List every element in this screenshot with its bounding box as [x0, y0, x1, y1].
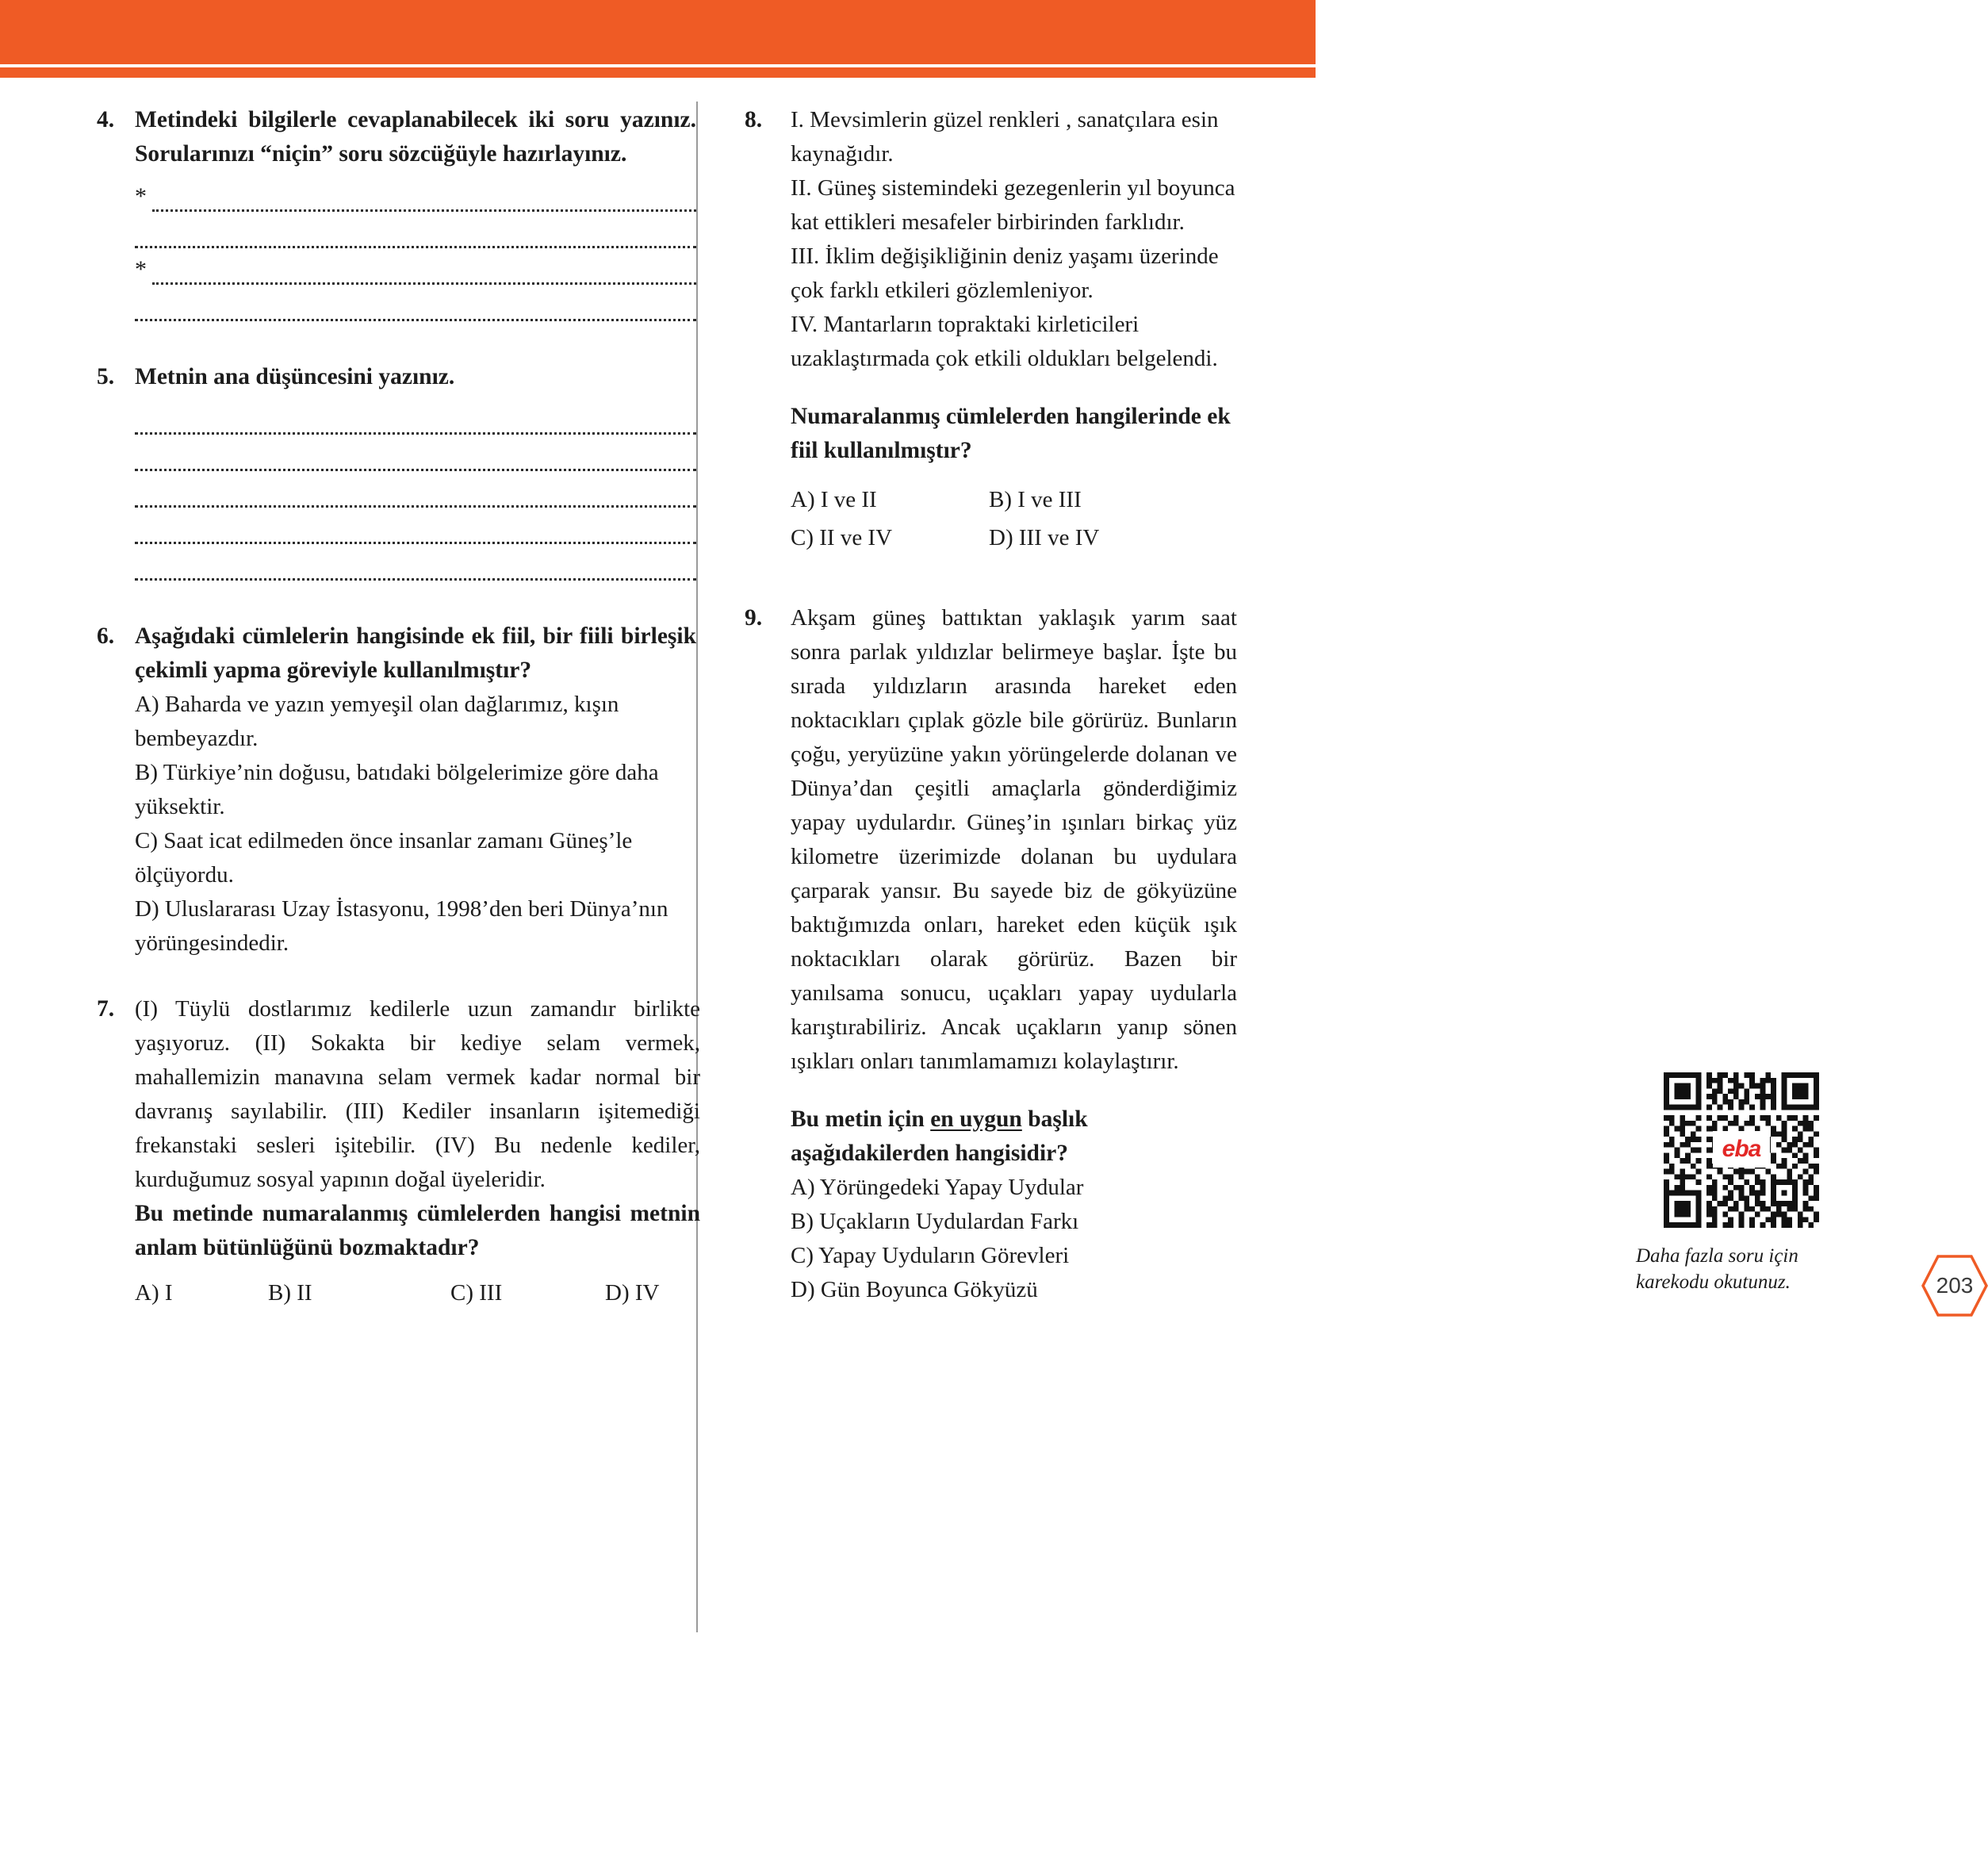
answer-line-row: [135, 478, 696, 515]
header-orange-bar: [0, 0, 1316, 64]
question-7-prompt: Bu metinde numaralanmış cümlelerden hangisi metnin anlam bütünlüğünü bozmaktadır?: [135, 1201, 700, 1260]
answer-line-row: [135, 442, 696, 478]
question-4-answer-lines[interactable]: [135, 182, 696, 328]
question-7-option-b[interactable]: B) II: [268, 1280, 312, 1306]
question-4: [94, 103, 696, 328]
dotted-line: [135, 542, 696, 544]
question-4-title: Metindeki bilgilerle cevaplanabilecek iki soru yazınız. Sorularınızı “niçin” soru sözcüğüyle hazırlayınız.: [135, 107, 696, 167]
question-9-option-b[interactable]: B) Uçakların Uydulardan Farkı: [791, 1209, 1079, 1234]
question-8-item-4: IV. Mantarların topraktaki kirleticileri uzaklaştırmada çok etkili oldukları belgelendi.: [791, 312, 1218, 371]
question-7-option-a[interactable]: A) I: [135, 1280, 173, 1306]
page-columns: [0, 103, 1974, 1769]
question-6-title: Aşağıdaki cümlelerin hangisinde ek fiil, bir fiili birleşik çekimli yapma göreviyle kullanılmıştır?: [135, 623, 696, 683]
answer-line-row: [135, 182, 696, 219]
question-8-option-c[interactable]: C) II ve IV: [791, 525, 893, 550]
dotted-line: [152, 282, 696, 285]
answer-line-row: [135, 219, 696, 255]
question-9-prompt: [791, 1102, 1237, 1171]
question-7-passage: (I) Tüylü dostlarımız kedilerle uzun zamandır birlikte yaşıyoruz. (II) Sokakta bir kediye selam vermek, mahallemizin manavına selam vermek kadar normal bir davranış sayılabilir. (III) Kediler insanların işitemediği frekanstaki sesleri işitebilir. (IV) Bu nedenle kediler, kurduğumuz sosyal yapının doğal üyeleridir.: [135, 996, 700, 1192]
question-7-options: [135, 1276, 700, 1310]
question-8-options-row-2: [791, 519, 1237, 557]
question-7-option-c[interactable]: C) III: [450, 1280, 503, 1306]
dotted-line: [135, 246, 696, 248]
question-4-number: 4.: [97, 107, 115, 132]
left-column: [94, 103, 700, 1318]
answer-line-row: [135, 515, 696, 551]
question-9-prompt-emphasis: en uygun: [930, 1106, 1022, 1132]
question-8-prompt: Numaralanmış cümlelerden hangilerinde ek fiil kullanılmıştır?: [791, 404, 1231, 463]
question-8-item-3: III. İklim değişikliğinin deniz yaşamı üzerinde çok farklı etkileri gözlemleniyor.: [791, 244, 1219, 303]
answer-line-row: [135, 255, 696, 292]
page-number-badge: [1921, 1255, 1988, 1317]
qr-caption: [1636, 1243, 1874, 1295]
answer-line-row: [135, 551, 696, 588]
answer-line-row: [135, 292, 696, 328]
dotted-line: [135, 432, 696, 435]
dotted-line: [135, 505, 696, 508]
question-8-item-1: I. Mevsimlerin güzel renkleri , sanatçılara esin kaynağıdır.: [791, 107, 1219, 167]
question-9-option-a[interactable]: A) Yörüngedeki Yapay Uydular: [791, 1175, 1084, 1200]
question-6-option-c[interactable]: C) Saat icat edilmeden önce insanlar zamanı Güneş’le ölçüyordu.: [135, 828, 633, 888]
question-9-option-c[interactable]: C) Yapay Uyduların Görevleri: [791, 1243, 1070, 1268]
eba-logo: [1713, 1131, 1770, 1168]
question-5: [94, 360, 696, 588]
question-6-number: 6.: [97, 623, 115, 649]
question-8-options-row-1: [791, 481, 1237, 519]
question-9-option-d[interactable]: D) Gün Boyunca Gökyüzü: [791, 1277, 1038, 1302]
question-7-number: 7.: [97, 996, 115, 1022]
question-5-title: Metnin ana düşüncesini yazınız.: [135, 364, 455, 389]
bullet-star-icon: *: [135, 183, 147, 209]
question-5-answer-lines[interactable]: [135, 405, 696, 588]
dotted-line: [135, 469, 696, 471]
question-6-option-a[interactable]: A) Baharda ve yazın yemyeşil olan dağlarımız, kışın bembeyazdır.: [135, 692, 619, 751]
question-8-item-2: II. Güneş sistemindeki gezegenlerin yıl boyunca kat ettikleri mesafeler birbirinden farklıdır.: [791, 175, 1235, 235]
question-9-prompt-pre: Bu metin için: [791, 1106, 931, 1132]
question-8: [741, 103, 1237, 557]
question-6-option-b[interactable]: B) Türkiye’nin doğusu, batıdaki bölgelerimize göre daha yüksektir.: [135, 760, 659, 819]
eba-logo-text: eba: [1722, 1136, 1761, 1162]
question-6: [94, 619, 696, 961]
qr-code[interactable]: [1664, 1072, 1819, 1228]
question-8-option-b[interactable]: B) I ve III: [989, 487, 1082, 512]
right-column: [741, 103, 1974, 1315]
question-5-number: 5.: [97, 364, 115, 389]
question-9: [741, 601, 1237, 1307]
question-8-option-d[interactable]: D) III ve IV: [989, 525, 1100, 550]
dotted-line: [135, 578, 696, 581]
answer-line-row: [135, 405, 696, 442]
question-9-passage: Akşam güneş battıktan yaklaşık yarım saat sonra parlak yıldızlar belirmeye başlar. İşte bu sırada yıldızların arasında hareket eden noktacıkları çıplak gözle bile görürüz. Bunların çoğu, yeryüzüne yakın yörüngelerde dolanan ve Dünya’dan çeşitli amaçlarla gönderdiğimiz yapay uydulardır. Güneş’in ışınları birkaç yüz kilometre üzerimizde dolanan bu uydulara çarparak yansır. Bu sayede biz de gökyüzüne baktığımızda onları, hareket eden küçük ışık noktacıkları olarak görürüz. Bazen bir yanılsama sonucu, uçakları yapay uydularla karıştırabiliriz. Ancak uçakların yanıp sönen ışıkları onları tanımlamamızı kolaylaştırır.: [791, 605, 1237, 1074]
question-8-option-a[interactable]: A) I ve II: [791, 487, 877, 512]
page-number-text: 203: [1936, 1273, 1974, 1298]
question-6-option-d[interactable]: D) Uluslararası Uzay İstasyonu, 1998’den beri Dünya’nın yörüngesindedir.: [135, 896, 668, 956]
dotted-line: [152, 209, 696, 212]
question-7-option-d[interactable]: D) IV: [605, 1280, 660, 1306]
header-orange-strip: [0, 67, 1316, 78]
dotted-line: [135, 319, 696, 321]
question-8-number: 8.: [745, 107, 763, 132]
bullet-star-icon: *: [135, 256, 147, 282]
question-7: [94, 992, 700, 1310]
qr-caption-line-1: Daha fazla soru için: [1636, 1245, 1798, 1267]
question-9-prompt-post: başlık aşağıdakilerden hangisidir?: [791, 1106, 1088, 1166]
qr-caption-line-2: karekodu okutunuz.: [1636, 1271, 1791, 1293]
question-9-number: 9.: [745, 605, 763, 631]
